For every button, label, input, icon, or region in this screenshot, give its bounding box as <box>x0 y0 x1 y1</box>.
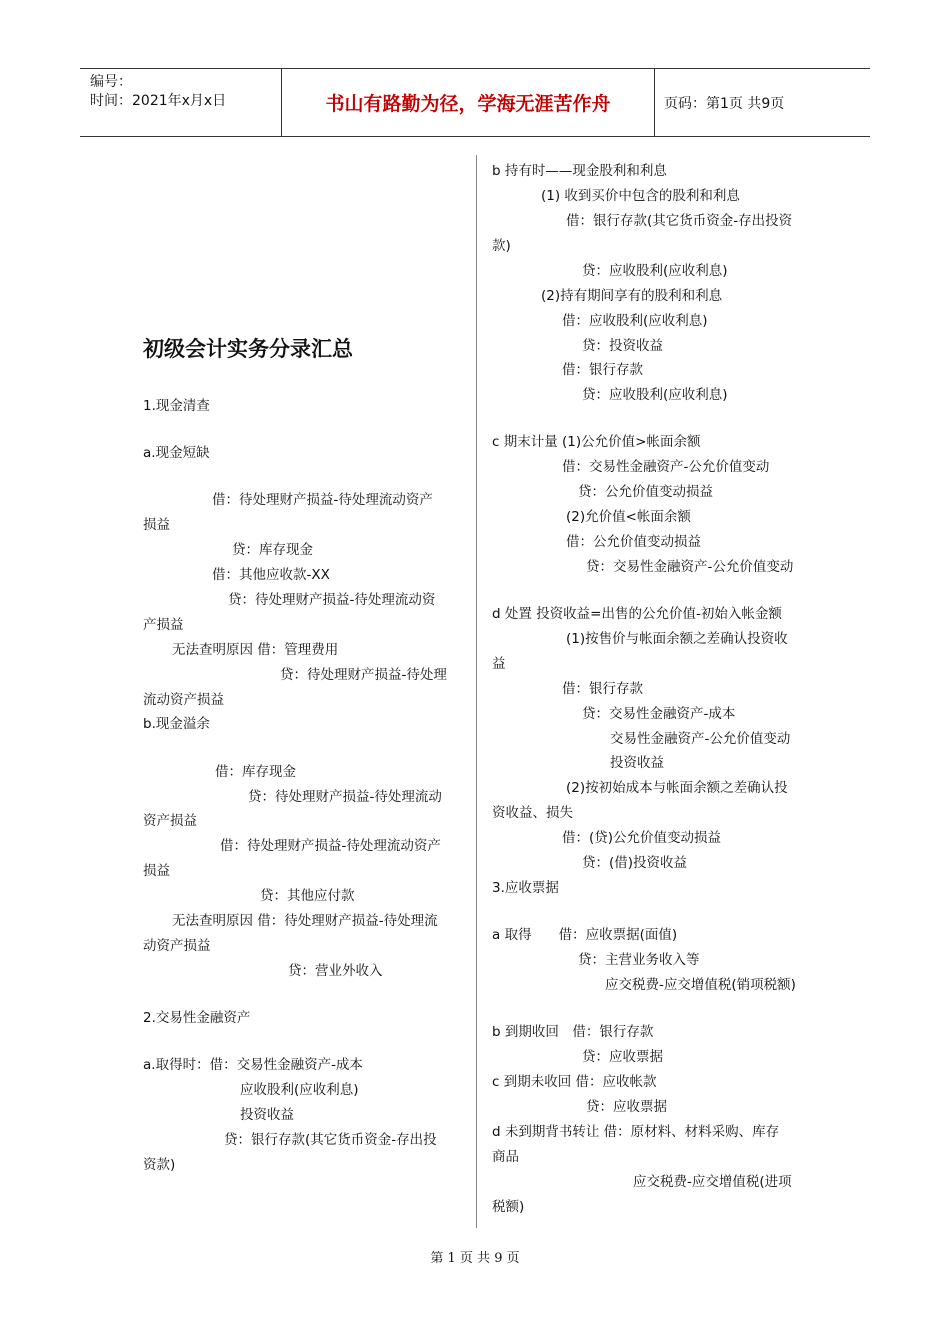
header-divider <box>654 69 655 136</box>
entry-line: 流动资产损益 <box>143 692 224 708</box>
entry-line: 贷：应收票据 <box>582 1049 663 1065</box>
page-header <box>80 68 870 137</box>
entry-line: 借：待处理财产损益-待处理流动资产 <box>220 838 441 854</box>
entry-line: 应交税费-应交增值税(销项税额) <box>605 977 796 993</box>
subsection-heading: a.现金短缺 <box>143 445 210 461</box>
entry-line: 贷：主营业务收入等 <box>578 952 700 968</box>
entry-line: c 到期未收回 借：应收帐款 <box>492 1074 657 1090</box>
entry-line: 借：库存现金 <box>215 764 296 780</box>
subsection-heading: b 持有时——现金股利和利息 <box>492 163 667 179</box>
entry-line: 应收股利(应收利息) <box>240 1082 359 1098</box>
entry-line: 借：公允价值变动损益 <box>566 534 701 550</box>
entry-line: 益 <box>492 656 506 672</box>
entry-line: 资收益、损失 <box>492 805 573 821</box>
entry-line: 款) <box>492 238 511 254</box>
entry-line: 贷：公允价值变动损益 <box>578 484 713 500</box>
entry-line: 贷：交易性金融资产-成本 <box>582 706 736 722</box>
entry-line: 贷：待处理财产损益-待处理流动资 <box>228 592 436 608</box>
header-motto: 书山有路勤为径，学海无涯苦作舟 <box>325 93 611 115</box>
subsection-heading: d 处置 投资收益=出售的公允价值-初始入帐金额 <box>492 606 782 622</box>
subsection-heading: b.现金溢余 <box>143 716 210 732</box>
entry-line: 贷：(借)投资收益 <box>582 855 688 871</box>
entry-line: 贷：投资收益 <box>582 338 663 354</box>
section-heading: 2.交易性金融资产 <box>143 1010 251 1026</box>
entry-line: 投资收益 <box>240 1107 294 1123</box>
entry-line: 借：银行存款 <box>562 362 643 378</box>
entry-line: (2)按初始成本与帐面余额之差确认投 <box>566 780 788 796</box>
entry-line: 贷：应收股利(应收利息) <box>582 387 728 403</box>
entry-line: 税额) <box>492 1199 525 1215</box>
entry-line: 应交税费-应交增值税(进项 <box>633 1174 792 1190</box>
subsection-heading: c 期末计量 (1)公允价值>帐面余额 <box>492 434 701 450</box>
entry-line: a 取得 借：应收票据(面值) <box>492 927 678 943</box>
number-label: 编号： <box>90 74 132 90</box>
entry-line: (2)允价值<帐面余额 <box>566 509 691 525</box>
entry-line: 损益 <box>143 863 170 879</box>
entry-line: d 未到期背书转让 借：原材料、材料采购、库存 <box>492 1124 780 1140</box>
entry-line: 投资收益 <box>610 755 664 771</box>
header-page-info: 页码：第1页 共9页 <box>664 96 785 112</box>
entry-line: 借：银行存款(其它货币资金-存出投资 <box>566 213 793 229</box>
entry-line: (2)持有期间享有的股利和利息 <box>541 288 723 304</box>
entry-line: 产损益 <box>143 617 184 633</box>
entry-line: (1) 收到买价中包含的股利和利息 <box>541 188 740 204</box>
entry-line: 借：其他应收款-XX <box>212 567 330 583</box>
entry-line: 贷：交易性金融资产-公允价值变动 <box>586 559 794 575</box>
header-meta <box>90 73 226 111</box>
entry-line: 交易性金融资产-公允价值变动 <box>610 731 791 747</box>
section-heading: 1.现金清查 <box>143 398 210 414</box>
entry-line: 借：(贷)公允价值变动损益 <box>562 830 722 846</box>
entry-line: 贷：待处理财产损益-待处理 <box>280 667 447 683</box>
entry-line: 借：应收股利(应收利息) <box>562 313 708 329</box>
section-heading: 3.应收票据 <box>492 880 559 896</box>
entry-line: b 到期收回 借：银行存款 <box>492 1024 654 1040</box>
entry-line: 贷：应收票据 <box>586 1099 667 1115</box>
entry-line: (1)按售价与帐面余额之差确认投资收 <box>566 631 788 647</box>
page-footer: 第 1 页 共 9 页 <box>430 1251 520 1266</box>
entry-line: 资款) <box>143 1157 176 1173</box>
entry-line: a.取得时：借：交易性金融资产-成本 <box>143 1057 363 1073</box>
column-divider <box>476 155 477 1228</box>
entry-line: 资产损益 <box>143 813 197 829</box>
entry-line: 贷：银行存款(其它货币资金-存出投 <box>224 1132 437 1148</box>
entry-line: 无法查明原因 借：管理费用 <box>172 642 339 658</box>
entry-line: 贷：应收股利(应收利息) <box>582 263 728 279</box>
entry-line: 贷：其他应付款 <box>260 888 355 904</box>
entry-line: 借：交易性金融资产-公允价值变动 <box>562 459 770 475</box>
entry-line: 无法查明原因 借：待处理财产损益-待处理流 <box>172 913 438 929</box>
entry-line: 贷：营业外收入 <box>288 963 383 979</box>
document-title: 初级会计实务分录汇总 <box>143 337 353 361</box>
time-label: 时间：2021年x月x日 <box>90 93 227 109</box>
entry-line: 损益 <box>143 517 170 533</box>
entry-line: 贷：待处理财产损益-待处理流动 <box>248 789 442 805</box>
entry-line: 商品 <box>492 1149 519 1165</box>
entry-line: 借：银行存款 <box>562 681 643 697</box>
entry-line: 借：待处理财产损益-待处理流动资产 <box>212 492 433 508</box>
entry-line: 动资产损益 <box>143 938 211 954</box>
entry-line: 贷：库存现金 <box>232 542 313 558</box>
